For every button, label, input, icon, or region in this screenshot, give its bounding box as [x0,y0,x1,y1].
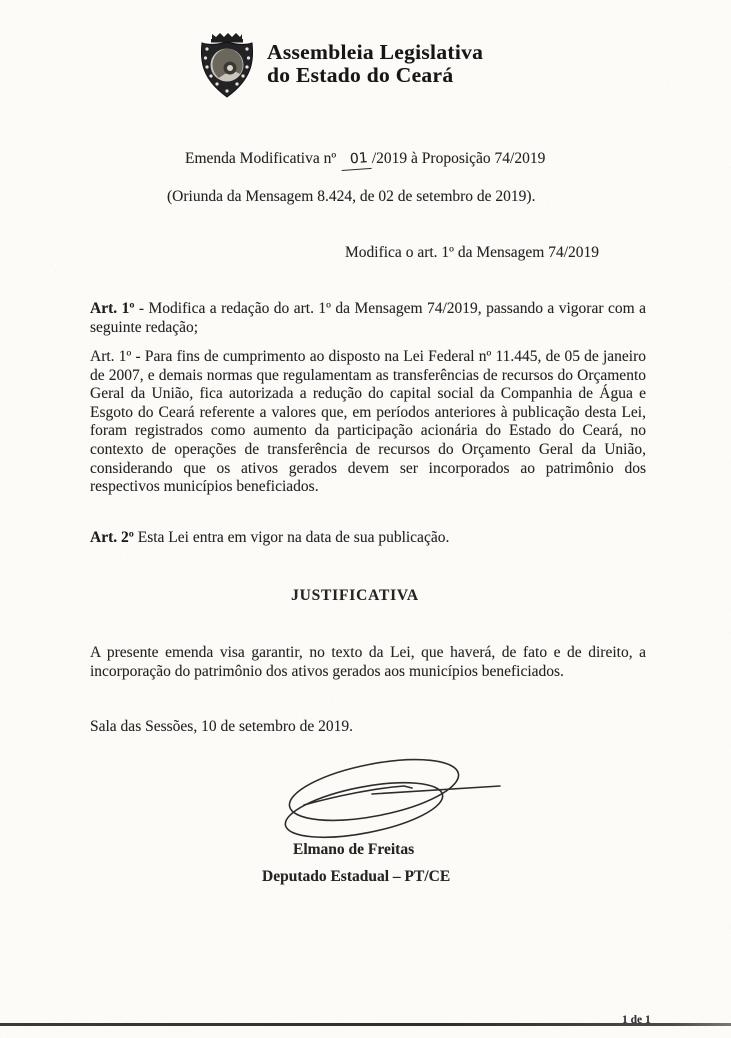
signatory-name: Elmano de Freitas [293,841,415,858]
title-suffix: /2019 à Proposição 74/2019 [371,150,546,167]
org-name-line2: do Estado do Ceará [267,63,454,87]
letterhead [195,33,483,99]
signatory-title: Deputado Estadual – PT/CE [262,868,451,885]
justification-heading: JUSTIFICATIVA [291,587,419,604]
article-1-body-label: Art. 1º [90,348,132,365]
document-origin-line: (Oriunda da Mensagem 8.424, de 02 de setembro de 2019). [167,188,536,205]
title-prefix: Emenda Modificativa nº [185,150,337,167]
article-1-label: Art. 1º [90,300,135,317]
article-1-body [90,348,646,497]
handwritten-amendment-number: 01 [340,149,371,171]
org-name-line1: Assembleia Legislativa [267,40,484,64]
document-title [185,150,545,170]
article-1-body-text: - Para fins de cumprimento ao disposto na Lei Federal nº 11.445, de 05 de janeiro de 2007, e demais normas que regulamentam as transferências de recursos do Orçamento Geral da União, fica autorizada a redução do capital social da Companhia de Água e Esgoto do Ceará referente a valores que, em períodos anteriores à publicação desta Lei, foram registrados como aumento da participação acionária do Estado do Ceará, no contexto de operações de transferência de recursos do Orçamento Geral da União, considerando que os ativos gerados devem ser incorporados ao patrimônio dos respectivos municípios beneficiados. [90,348,647,496]
page-number: 1 de 1 [622,1014,651,1026]
epigraph: Modifica o art. 1º da Mensagem 74/2019 [345,244,600,261]
organization-name [267,41,483,87]
article-1-heading-text: - Modifica a redação do art. 1º da Mensagem 74/2019, passando a vigorar com a seguinte redação; [90,300,646,336]
article-2 [90,529,646,548]
article-2-text: Esta Lei entra em vigor na data de sua publicação. [137,529,450,546]
place-and-date: Sala das Sessões, 10 de setembro de 2019. [90,718,354,735]
article-1-heading [90,300,646,337]
article-2-label: Art. 2º [90,529,134,546]
justification-text: A presente emenda visa garantir, no texto da Lei, que haverá, de fato e de direito, a incorporação do patrimônio dos ativos gerados aos municípios beneficiados. [90,644,646,680]
ceara-coat-of-arms-icon [195,33,259,99]
handwritten-signature-icon [276,750,508,845]
